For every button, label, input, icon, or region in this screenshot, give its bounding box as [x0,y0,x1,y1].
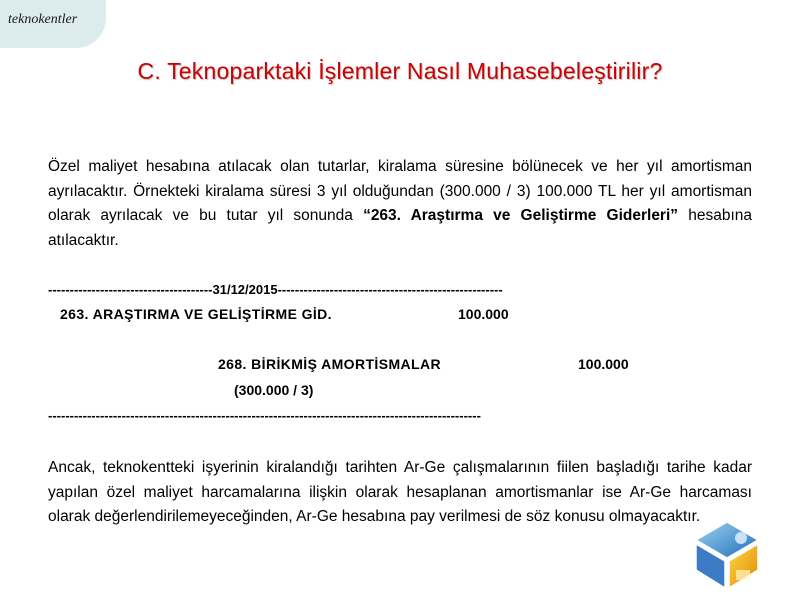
paragraph-1-bold: “263. Araştırma ve Geliştirme Giderleri” [363,207,679,224]
journal-date-line: --------------------------------------31/12/2015---------------------------------------------------- [48,282,503,297]
paragraph-1-end: hesabına atılacaktır. [48,207,752,249]
paragraph-1-text: Özel maliyet hesabına atılacak olan tutarlar, kiralama süresine bölünecek ve her yıl amortisman ayrılacaktır. Örnekteki kiralama süresi 3 yıl olduğundan (300.000 / 3) 100.000 TL her yıl amortisman olarak ayrılacak ve bu tutar yıl sonunda [48,158,752,224]
journal-calculation: (300.000 / 3) [234,382,314,398]
paragraph-2: Ancak, teknokentteki işyerinin kiralandığı tarihten Ar-Ge çalışmalarının fiilen başladığı tarihe kadar yapılan özel maliyet harcamalarına ilişkin olarak hesaplanan amortismanlar ise Ar-Ge harcaması olarak değerlendirilemeyeceğinden, Ar-Ge hesabına pay verilmesi de söz konusu olmayacaktır. [48,459,752,525]
journal-debit-account: 263. ARAŞTIRMA VE GELİŞTİRME GİD. [60,306,332,322]
logo-tab [0,0,106,48]
tech-collage-icon [692,520,762,590]
journal-credit-amount: 100.000 [578,356,629,372]
journal-credit-account: 268. BİRİKMİŞ AMORTİSMALAR [218,356,442,372]
page-title: C. Teknoparktaki İşlemler Nasıl Muhasebeleştirilir? [137,58,663,84]
journal-end-line: ---------------------------------------------------------------------------------------------------- [48,408,481,423]
paragraph-1 [48,155,752,253]
logo-text: teknokentler [8,12,78,27]
journal-debit-amount: 100.000 [458,306,509,322]
